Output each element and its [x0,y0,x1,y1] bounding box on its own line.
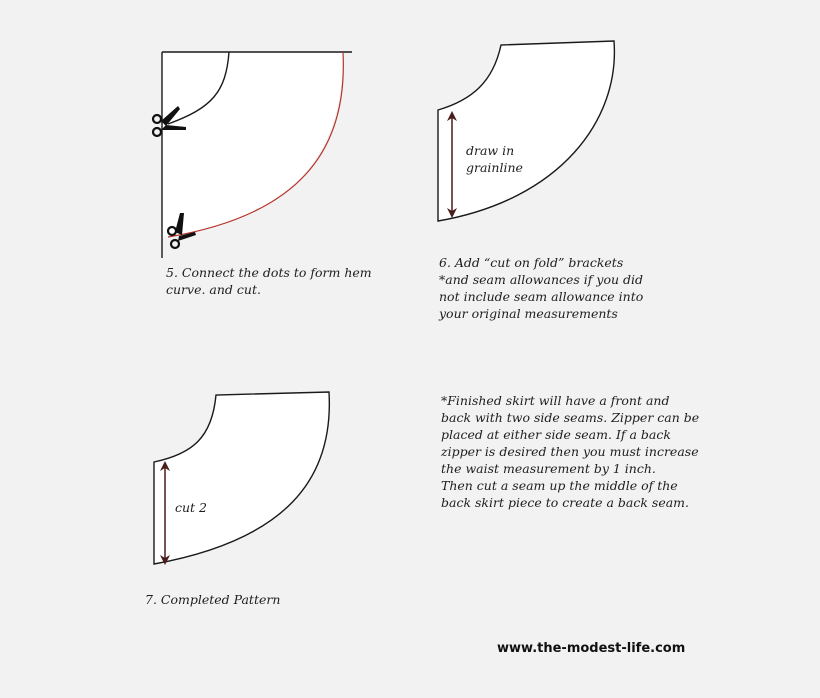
step6-pattern-piece [438,41,614,221]
step6-caption: 6. Add “cut on fold” brackets *and seam allowances if you did not include seam allowance into your original measurements [439,255,644,321]
finished-skirt-note: *Finished skirt will have a front and back with two side seams. Zipper can be placed at either side seam. If a back zipper is desired then you must increase the waist measurement by 1 inch. Then cut a seam up the middle of the back skirt piece to create a back seam. [441,393,700,510]
cut-label: cut 2 [175,500,208,515]
step6-piece-outline [438,41,614,221]
step7-piece-outline [154,392,329,564]
step5-caption: 5. Connect the dots to form hem curve. and cut. [166,265,372,297]
hem-paper-fill [162,52,343,237]
step5-pattern-draft [153,52,352,258]
step7-caption: 7. Completed Pattern [145,592,281,607]
website-url[interactable]: www.the-modest-life.com [497,641,686,656]
grainline-label: draw in grainline [466,143,523,175]
step7-pattern-piece [154,392,329,564]
